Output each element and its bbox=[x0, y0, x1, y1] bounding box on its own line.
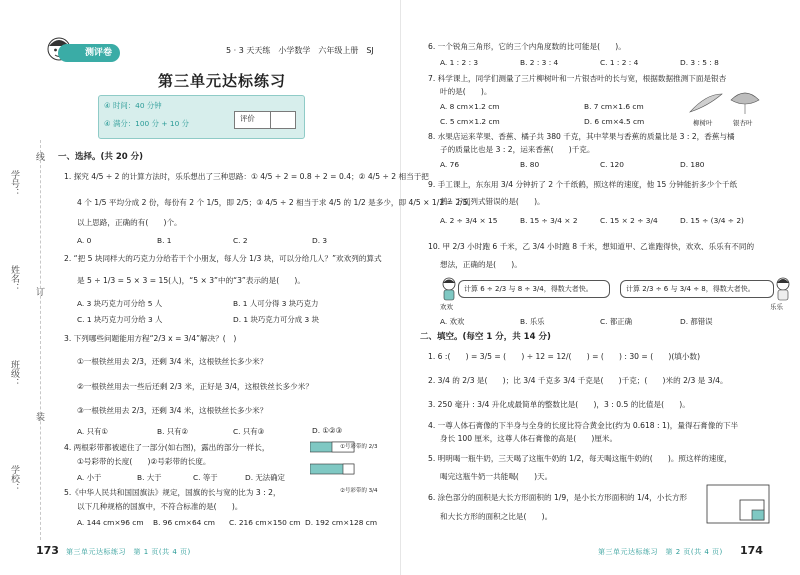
fill-6-line1: 6. 涂色部分的面积是大长方形面积的 1/9，是小长方形面积的 1/4，小长方形 bbox=[428, 493, 688, 502]
q2-option-b[interactable]: B. 1 人可分得 3 块巧克力 bbox=[233, 299, 319, 308]
class-label: 班级： bbox=[9, 360, 19, 387]
q9-option-a[interactable]: A. 2 ÷ 3/4 × 15 bbox=[440, 216, 498, 225]
ginkgo-caption: 银杏叶 bbox=[733, 119, 753, 127]
q6-option-a[interactable]: A. 1 : 2 : 3 bbox=[440, 58, 479, 67]
q8-option-a[interactable]: A. 76 bbox=[440, 160, 460, 169]
q6-option-d[interactable]: D. 3 : 5 : 8 bbox=[680, 58, 719, 67]
q6-option-b[interactable]: B. 2 : 3 : 4 bbox=[520, 58, 559, 67]
q2-line2: 是 5 ÷ 1/3 = 5 × 3 = 15(人)，“5 × 3”中的“3”表示的是( )。 bbox=[77, 276, 305, 285]
q3-option-c[interactable]: C. 只有③ bbox=[233, 427, 265, 436]
huanhuan-avatar-icon bbox=[440, 276, 458, 302]
time-limit: ④ 时间：40 分钟 bbox=[104, 101, 162, 110]
q2-option-a[interactable]: A. 3 块巧克力可分给 5 人 bbox=[77, 299, 163, 308]
q4-line1: 4. 两根彩带都被遮住了一部分(如右图)，露出的部分一样长， bbox=[64, 443, 270, 452]
q5-option-a[interactable]: A. 144 cm×96 cm bbox=[77, 518, 144, 527]
section1-title: 一、选择。(共 20 分) bbox=[58, 152, 144, 162]
q2-option-c[interactable]: C. 1 块巧克力可分给 3 人 bbox=[77, 315, 163, 324]
full-score: ④ 满分：100 分 + 10 分 bbox=[104, 119, 190, 128]
q1-line2: 4 个 1/5 平均分成 2 份，每份有 2 个 1/5，即 2/5；③ 4/5 ÷ 2 相当于求 4/5 的 1/2 是多少，即 4/5 × 1/2 = 2/5。 bbox=[77, 198, 476, 207]
lele-name: 乐乐 bbox=[770, 303, 783, 311]
q10-option-c[interactable]: C. 都正确 bbox=[600, 317, 633, 326]
q7-line2: 叶的是( )。 bbox=[440, 87, 492, 96]
fill-5-line2: 喝完这瓶牛奶一共能喝( )天。 bbox=[440, 472, 553, 481]
q9-option-b[interactable]: B. 15 ÷ 3/4 × 2 bbox=[520, 216, 578, 225]
q5-line2: 以下几种规格的国旗中，不符合标准的是( )。 bbox=[77, 502, 243, 511]
q1-option-a[interactable]: A. 0 bbox=[77, 236, 92, 245]
q9-line1: 9. 手工课上，东东用 3/4 分钟折了 2 个千纸鹤，照这样的速度，他 15 分钟能折多少个千纸 bbox=[428, 180, 738, 189]
ribbon-1-label: ①号彩带的 2/3 bbox=[340, 444, 378, 450]
seal-zhuang: 装 bbox=[36, 413, 46, 423]
ribbon-2-label: ②号彩带的 3/4 bbox=[340, 488, 378, 494]
huanhuan-name: 欢欢 bbox=[440, 303, 453, 311]
fill-6-line2: 和大长方形的面积之比是( )。 bbox=[440, 512, 553, 521]
id-label: 学号： bbox=[9, 170, 19, 197]
q1-line1: 1. 探究 4/5 ÷ 2 的计算方法时，乐乐想出了三种思路：① 4/5 ÷ 2 = 0.8 ÷ 2 = 0.4；② 4/5 ÷ 2 相当于把 bbox=[64, 172, 429, 181]
q4-option-b[interactable]: B. 大于 bbox=[137, 473, 162, 482]
q6-line1: 6. 一个锐角三角形，它的三个内角度数的比可能是( )。 bbox=[428, 42, 626, 51]
lele-idea: 计算 2/3 ÷ 6 与 3/4 ÷ 8，得数大者快。 bbox=[626, 285, 755, 293]
q3-statement-1: ①一根铁丝用去 2/3，还剩 3/4 米，这根铁丝长多少米？ bbox=[77, 357, 268, 366]
q1-option-c[interactable]: C. 2 bbox=[233, 236, 248, 245]
fill-1: 1. 6 :( ) = 3/5 = ( ) ÷ 12 = 12/( ) = ( ) : 30 = ( )(填小数) bbox=[428, 352, 701, 361]
ginkgo-leaf-icon bbox=[728, 90, 762, 116]
q1-option-b[interactable]: B. 1 bbox=[157, 236, 172, 245]
q7-option-c[interactable]: C. 5 cm×1.2 cm bbox=[440, 117, 500, 126]
score-box-split bbox=[270, 111, 271, 129]
q1-line3: 以上思路，正确的有( )个。 bbox=[77, 218, 182, 227]
q9-option-d[interactable]: D. 15 ÷ (3/4 ÷ 2) bbox=[680, 216, 744, 225]
q5-option-c[interactable]: C. 216 cm×150 cm bbox=[229, 518, 301, 527]
q7-option-d[interactable]: D. 6 cm×4.5 cm bbox=[584, 117, 645, 126]
school-label: 学校： bbox=[9, 465, 19, 492]
q3-option-a[interactable]: A. 只有① bbox=[77, 427, 109, 436]
q5-option-d[interactable]: D. 192 cm×128 cm bbox=[305, 518, 378, 527]
q5-line1: 5.《中华人民共和国国旗法》规定，国旗的长与宽的比为 3 : 2， bbox=[64, 488, 281, 497]
seal-ding: 订 bbox=[36, 288, 46, 298]
fill-4-line1: 4. 一尊人体石膏像的下半身与全身的长度比符合黄金比(约为 0.618 : 1)，量得石膏像的下半 bbox=[428, 421, 739, 430]
q6-option-c[interactable]: C. 1 : 2 : 4 bbox=[600, 58, 639, 67]
q8-line1: 8. 水果店运来苹果、香蕉、橘子共 380 千克，其中苹果与香蕉的质量比是 3 : 2，香蕉与橘 bbox=[428, 132, 735, 141]
page-title: 第三单元达标练习 bbox=[158, 72, 287, 90]
q4-option-d[interactable]: D. 无法确定 bbox=[245, 473, 285, 482]
willow-caption: 柳树叶 bbox=[693, 119, 713, 127]
q2-line1: 2. “把 5 块同样大的巧克力分给若干个小朋友，每人分 1/3 块，可以分给几人？”欢欢列的算式 bbox=[64, 254, 382, 263]
q1-option-d[interactable]: D. 3 bbox=[312, 236, 328, 245]
evaluation-label: 评价 bbox=[240, 114, 255, 123]
name-label: 姓名： bbox=[9, 265, 19, 292]
q7-option-a[interactable]: A. 8 cm×1.2 cm bbox=[440, 102, 500, 111]
left-footer-tag: 第三单元达标练习 第 1 页(共 4 页) bbox=[66, 548, 191, 556]
q3-statement-2: ②一根铁丝用去一些后还剩 2/3 米，正好是 3/4，这根铁丝长多少米？ bbox=[77, 382, 313, 391]
q10-option-d[interactable]: D. 都错误 bbox=[680, 317, 713, 326]
q10-line1: 10. 甲 2/3 小时跑 6 千米，乙 3/4 小时跑 8 千米，想知道甲、乙谁跑得快，欢欢、乐乐有不同的 bbox=[428, 242, 755, 251]
q5-option-b[interactable]: B. 96 cm×64 cm bbox=[153, 518, 215, 527]
right-footer-tag: 第三单元达标练习 第 2 页(共 4 页) bbox=[598, 548, 723, 556]
section2-title: 二、填空。(每空 1 分，共 14 分) bbox=[420, 332, 551, 342]
series-label: 5 · 3 天天练 小学数学 六年级上册 SJ bbox=[226, 46, 374, 55]
q4-option-a[interactable]: A. 小于 bbox=[77, 473, 102, 482]
q4-option-c[interactable]: C. 等于 bbox=[193, 473, 218, 482]
fill-5-line1: 5. 明明喝一瓶牛奶，三天喝了这瓶牛奶的 1/2，每天喝这瓶牛奶的( )。照这样的速度， bbox=[428, 454, 732, 463]
q3-option-d[interactable]: D. ①②③ bbox=[312, 426, 343, 435]
q9-line2: 鹤？下面列式错误的是( )。 bbox=[440, 197, 545, 206]
left-page-number: 173 bbox=[36, 544, 59, 557]
q8-option-b[interactable]: B. 80 bbox=[520, 160, 540, 169]
q2-option-d[interactable]: D. 1 块巧克力可分成 3 块 bbox=[233, 315, 319, 324]
q8-line2: 子的质量比也是 3 : 2，运来香蕉( )千克。 bbox=[440, 145, 595, 154]
q7-line1: 7. 科学课上，同学们测量了三片柳树叶和一片银杏叶的长与宽，根据数据推测下面是银杏 bbox=[428, 74, 727, 83]
willow-leaf-icon bbox=[688, 92, 724, 114]
q10-option-b[interactable]: B. 乐乐 bbox=[520, 317, 545, 326]
binding-line bbox=[40, 140, 41, 540]
q4-line2: ①号彩带的长度( )②号彩带的长度。 bbox=[77, 457, 211, 466]
right-page-number: 174 bbox=[740, 544, 763, 557]
q8-option-c[interactable]: C. 120 bbox=[600, 160, 624, 169]
fill-3: 3. 250 毫升 : 3/4 升化成最简单的整数比是( )，3 : 0.5 的比值是( )。 bbox=[428, 400, 690, 409]
lele-avatar-icon bbox=[774, 276, 792, 302]
fill-2: 2. 3/4 的 2/3 是( )；比 3/4 千克多 3/4 千克是( )千克；( )米的 2/3 是 3/4。 bbox=[428, 376, 728, 385]
q9-option-c[interactable]: C. 15 × 2 ÷ 3/4 bbox=[600, 216, 658, 225]
q8-option-d[interactable]: D. 180 bbox=[680, 160, 705, 169]
q10-option-a[interactable]: A. 欢欢 bbox=[440, 317, 465, 326]
q7-option-b[interactable]: B. 7 cm×1.6 cm bbox=[584, 102, 644, 111]
q3-statement-3: ③一根铁丝用去 2/3，还剩 3/4 米，这根铁丝长多少米？ bbox=[77, 406, 268, 415]
fill-4-line2: 身长 100 厘米，这尊人体石膏像的高是( )厘米。 bbox=[440, 434, 618, 443]
q3-line1: 3. 下列哪些问题能用方程“2/3 x = 3/4”解决？( ) bbox=[64, 334, 237, 343]
huanhuan-idea: 计算 6 ÷ 2/3 与 8 ÷ 3/4，得数大者快。 bbox=[464, 285, 593, 293]
rectangle-figure bbox=[706, 484, 770, 524]
page-divider bbox=[400, 0, 401, 575]
seal-xian: 线 bbox=[36, 153, 46, 163]
q3-option-b[interactable]: B. 只有② bbox=[157, 427, 189, 436]
test-badge: 测评卷 bbox=[58, 44, 120, 62]
q10-line2: 想法，正确的是( )。 bbox=[440, 260, 522, 269]
